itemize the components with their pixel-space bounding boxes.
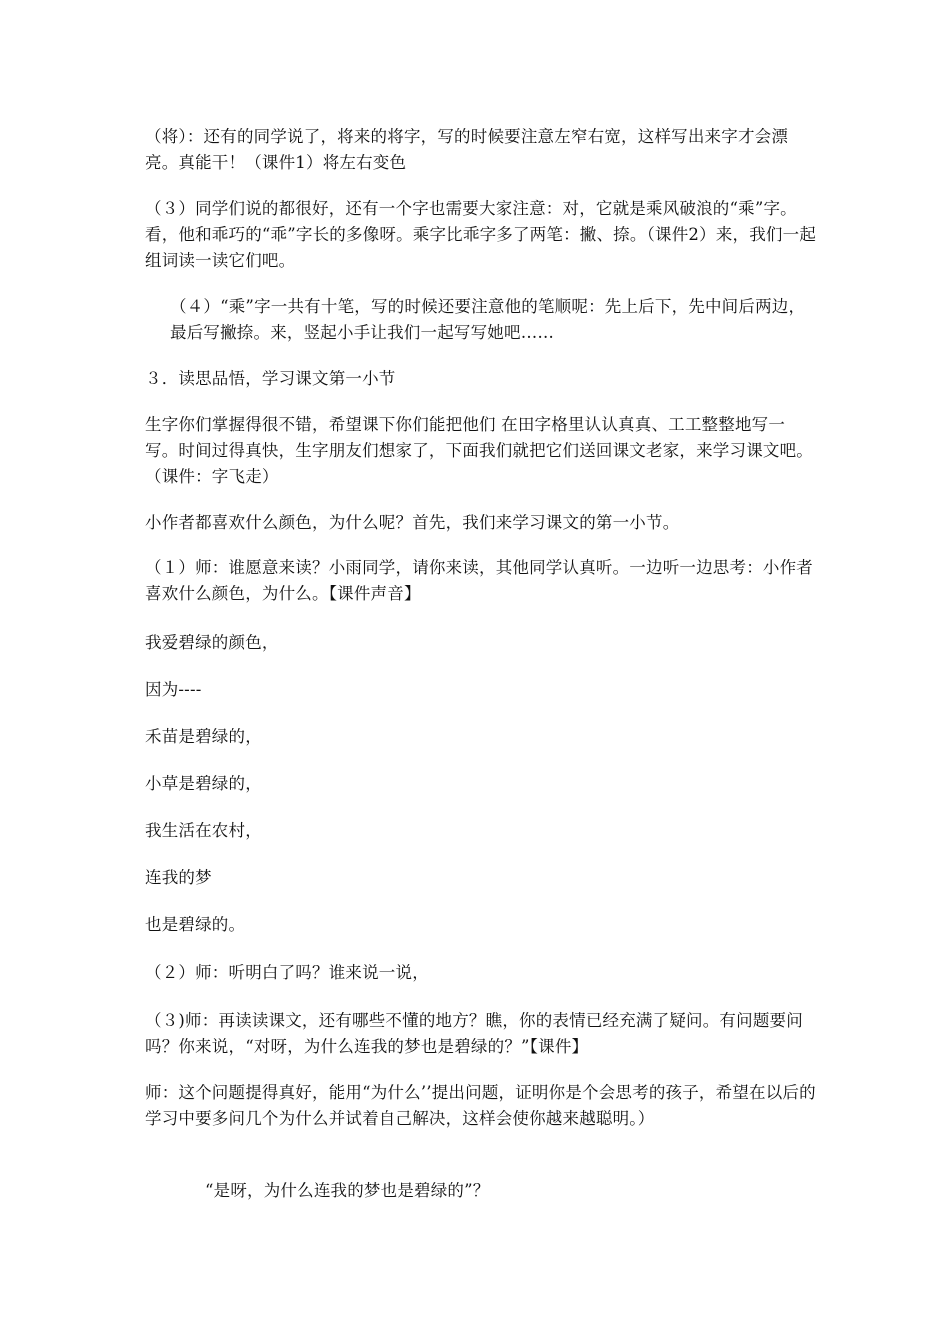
poem-line-1: 我爱碧绿的颜色， bbox=[145, 633, 279, 652]
paragraph-final-question: “是呀，为什么连我的梦也是碧绿的”？ bbox=[205, 1181, 490, 1200]
paragraph-question-intro: 小作者都喜欢什么颜色，为什么呢？首先，我们来学习课文的第一小节。 bbox=[145, 513, 680, 532]
poem-line-6: 连我的梦 bbox=[145, 868, 212, 887]
section-heading-3: ３．读思品悟，学习课文第一小节 bbox=[145, 369, 396, 388]
poem-line-5: 我生活在农村， bbox=[145, 821, 262, 840]
poem-line-3: 禾苗是碧绿的， bbox=[145, 727, 262, 746]
paragraph-jiang-note: （将）：还有的同学说了，将来的将字，写的时候要注意左窄右宽，这样写出来字才会漂亮。真能干！（课件1）将左右变色 bbox=[145, 127, 789, 172]
paragraph-teacher-praise: 师：这个问题提得真好，能用“为什么’’提出问题，证明你是个会思考的孩子，希望在以后的学习中要多问几个为什么并试着自己解决，这样会使你越来越聪明。） bbox=[145, 1083, 816, 1128]
paragraph-teacher-2: （２）师：听明白了吗？谁来说一说， bbox=[145, 963, 429, 982]
paragraph-stroke-order: （４）“乘”字一共有十笔，写的时候还要注意他的笔顺呢：先上后下，先中间后两边，最后写撇捺。来，竖起小手让我们一起写写她吧…… bbox=[170, 297, 806, 342]
poem-line-2: 因为---- bbox=[145, 680, 202, 699]
poem-line-4: 小草是碧绿的， bbox=[145, 774, 262, 793]
paragraph-cheng-char: （３）同学们说的都很好，还有一个字也需要大家注意：对，它就是乘风破浪的“乘”字。看，他和乖巧的“乖”字长的多像呀。乘字比乖字多了两笔：撇、捺。（课件2）来，我们一起组词读一读它们吧。 bbox=[145, 199, 817, 270]
paragraph-teacher-1: （１）师：谁愿意来读？小雨同学，请你来读，其他同学认真听。一边听一边思考：小作者喜欢什么颜色，为什么。【课件声音】 bbox=[145, 558, 813, 603]
paragraph-transition: 生字你们掌握得很不错，希望课下你们能把他们 在田字格里认认真真、工工整整地写一写。时间过得真快，生字朋友们想家了，下面我们就把它们送回课文老家，来学习课文吧。（课件：字飞走） bbox=[145, 415, 813, 486]
paragraph-teacher-3: （３)师：再读读课文，还有哪些不懂的地方？瞧，你的表情已经充满了疑问。有问题要问吗？你来说，“对呀，为什么连我的梦也是碧绿的？”【课件】 bbox=[145, 1011, 803, 1056]
poem-line-7: 也是碧绿的。 bbox=[145, 915, 246, 934]
